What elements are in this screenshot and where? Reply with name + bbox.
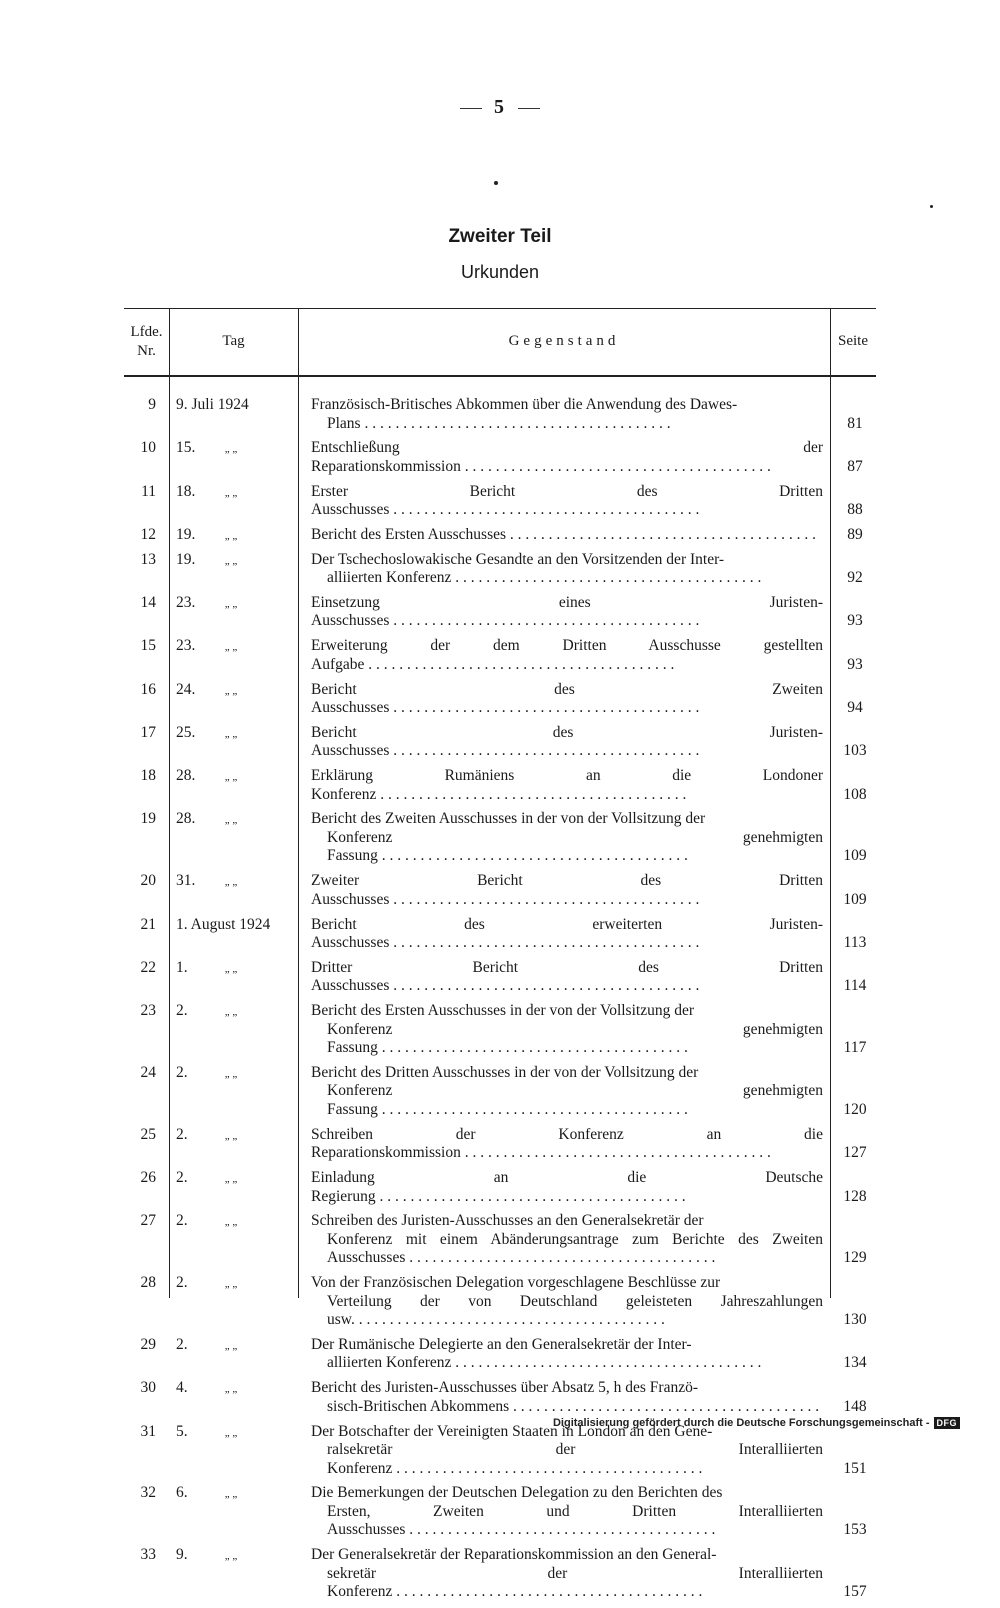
entry-subject-line: Entschließung der Reparationskommission . . . . . . . . . . . . . . . . . . . . . . . . . . . . . . . . . . . . . . . .: [311, 439, 823, 475]
leader-dots: . . . . . . . . . . . . . . . . . . . . . . . . . . . . . . . . . . . . . . . .: [389, 501, 700, 519]
entry-number: 33: [140, 1546, 156, 1564]
entry-subject-line: Der Generalsekretär der Reparationskommission an den General-: [311, 1546, 717, 1564]
entry-subject-line: Einsetzung eines Juristen-Ausschusses . . . . . . . . . . . . . . . . . . . . . . . . . . . . . . . . . . . . . . . .: [311, 593, 823, 630]
entry-page: 81: [847, 414, 863, 432]
table-row: [124, 1169, 876, 1206]
entry-date: [176, 872, 294, 892]
entry-subject-line: Der Botschafter der Vereinigten Staaten in London an den Gene-: [311, 1422, 713, 1440]
table-row: [124, 767, 876, 804]
leader-dots: . . . . . . . . . . . . . . . . . . . . . . . . . . . . . . . . . . . . . . . .: [377, 1039, 688, 1057]
ditto-marks: „ „: [224, 597, 238, 610]
entry-page: 134: [843, 1354, 867, 1372]
leader-dots: . . . . . . . . . . . . . . . . . . . . . . . . . . . . . . . . . . . . . . . .: [377, 847, 688, 865]
entry-subject-line: Bericht des Ersten Ausschusses . . . . . . . . . . . . . . . . . . . . . . . . . . . . . . . . . . . . . . . .: [311, 525, 817, 543]
entry-page: 103: [843, 742, 867, 760]
table-row: [124, 872, 876, 909]
entry-date-value: 25.: [176, 723, 196, 741]
entry-page: 89: [847, 525, 863, 543]
entry-date: [176, 1212, 294, 1232]
entry-page: 92: [847, 569, 863, 587]
entry-subject: [311, 396, 823, 433]
table-row: [124, 1274, 876, 1330]
leader-dots: . . . . . . . . . . . . . . . . . . . . . . . . . . . . . . . . . . . . . . . .: [392, 1583, 703, 1601]
ditto-marks: „ „: [224, 771, 238, 784]
entry-page: 109: [843, 890, 867, 908]
header-number: Lfde. Nr.: [130, 323, 163, 359]
entry-subject: [311, 1336, 823, 1373]
table-row: [124, 1336, 876, 1373]
entry-date: [176, 681, 294, 701]
table-row: [124, 439, 876, 476]
entry-subject-line: Der Rumänische Delegierte an den Generalsekretär der Inter-: [311, 1335, 692, 1353]
table-row: [124, 959, 876, 996]
entry-subject-continuation: ralsekretär der Interalliierten Konferenz . . . . . . . . . . . . . . . . . . . . . . . . . . . . . . . . . . . . . . . .: [327, 1441, 823, 1477]
ditto-marks: „ „: [224, 443, 238, 456]
ditto-marks: „ „: [224, 1339, 238, 1352]
entry-number: 24: [140, 1063, 156, 1081]
ditto-marks: „ „: [224, 1129, 238, 1142]
entry-subject-continuation: sekretär der Interalliierten Konferenz . . . . . . . . . . . . . . . . . . . . . . . . . . . . . . . . . . . . . . . .: [327, 1564, 823, 1601]
ditto-marks: „ „: [224, 1006, 238, 1019]
entry-page: 94: [847, 699, 863, 717]
entry-page: 88: [847, 501, 863, 519]
entry-subject: [311, 916, 823, 953]
entry-subject: [311, 439, 823, 476]
entry-subject-continuation: Ersten, Zweiten und Dritten Interalliierten Ausschusses . . . . . . . . . . . . . . . . . . . . . . . . . . . . . . . . . . . . . . . .: [327, 1502, 823, 1539]
entry-date-value: 2.: [176, 1169, 188, 1187]
entry-number: 30: [140, 1379, 156, 1397]
leader-dots: . . . . . . . . . . . . . . . . . . . . . . . . . . . . . . . . . . . . . . . .: [451, 569, 762, 587]
entry-subject-line: Zweiter Bericht des Dritten Ausschusses . . . . . . . . . . . . . . . . . . . . . . . . . . . . . . . . . . . . . . . .: [311, 872, 823, 908]
entry-number: 13: [140, 550, 156, 568]
header-date: Tag: [222, 333, 245, 349]
entry-subject: [311, 483, 823, 520]
entry-date: [176, 483, 294, 503]
entry-date-value: 28.: [176, 810, 196, 828]
entry-subject-line: Einladung an die Deutsche Regierung . . . . . . . . . . . . . . . . . . . . . . . . . . . . . . . . . . . . . . . .: [311, 1169, 823, 1205]
dash-right: [518, 108, 540, 109]
entry-page: 130: [843, 1311, 867, 1329]
entry-page: 93: [847, 612, 863, 630]
entry-subject: [311, 1274, 823, 1330]
entry-date: [176, 1379, 294, 1399]
entry-date-value: 24.: [176, 680, 196, 698]
ditto-marks: „ „: [224, 1550, 238, 1563]
entry-date: [176, 1169, 294, 1189]
table-row: [124, 916, 876, 953]
entry-number: 32: [140, 1484, 156, 1502]
leader-dots: . . . . . . . . . . . . . . . . . . . . . . . . . . . . . . . . . . . . . . . .: [389, 977, 700, 995]
section-subtitle: Urkunden: [460, 262, 540, 282]
leader-dots: . . . . . . . . . . . . . . . . . . . . . . . . . . . . . . . . . . . . . . . .: [506, 525, 817, 543]
entry-subject-line: Von der Französischen Delegation vorgeschlagene Beschlüsse zur: [311, 1274, 721, 1292]
entry-subject: [311, 594, 823, 631]
entry-number: 22: [140, 958, 156, 976]
entry-number: 17: [140, 723, 156, 741]
entry-page: 114: [843, 977, 867, 995]
table-header-rule: [124, 375, 876, 377]
leader-dots: . . . . . . . . . . . . . . . . . . . . . . . . . . . . . . . . . . . . . . . .: [389, 890, 700, 908]
entry-page: 129: [843, 1249, 867, 1267]
entry-subject-continuation: alliierten Konferenz . . . . . . . . . . . . . . . . . . . . . . . . . . . . . . . . . . . . . . . .: [327, 569, 762, 587]
entry-date: [176, 526, 294, 546]
entry-page: 148: [843, 1397, 867, 1415]
entry-date: [176, 1002, 294, 1022]
table-row: [124, 1379, 876, 1416]
entry-page: 151: [843, 1459, 867, 1477]
leader-dots: . . . . . . . . . . . . . . . . . . . . . . . . . . . . . . . . . . . . . . . .: [360, 414, 671, 432]
entry-subject-line: Bericht des Dritten Ausschusses in der von der Vollsitzung der: [311, 1063, 699, 1081]
ditto-marks: „ „: [224, 814, 238, 827]
ditto-marks: „ „: [224, 1278, 238, 1291]
entry-number: 16: [140, 680, 156, 698]
entry-subject-continuation: Plans . . . . . . . . . . . . . . . . . . . . . . . . . . . . . . . . . . . . . . . .: [327, 414, 671, 432]
leader-dots: . . . . . . . . . . . . . . . . . . . . . . . . . . . . . . . . . . . . . . . .: [451, 1354, 762, 1372]
entry-date: [176, 594, 294, 614]
entry-number: 28: [140, 1274, 156, 1292]
entry-date: [176, 551, 294, 571]
entry-page: 157: [843, 1583, 867, 1601]
entry-page: 128: [843, 1187, 867, 1205]
entry-date-value: 2.: [176, 1335, 188, 1353]
leader-dots: . . . . . . . . . . . . . . . . . . . . . . . . . . . . . . . . . . . . . . . .: [389, 612, 700, 630]
leader-dots: . . . . . . . . . . . . . . . . . . . . . . . . . . . . . . . . . . . . . . . .: [354, 1311, 665, 1329]
entry-subject: [311, 1212, 823, 1268]
leader-dots: . . . . . . . . . . . . . . . . . . . . . . . . . . . . . . . . . . . . . . . .: [389, 934, 700, 952]
entry-number: 23: [140, 1002, 156, 1020]
table-row: [124, 681, 876, 718]
table-row: [124, 526, 876, 545]
leader-dots: . . . . . . . . . . . . . . . . . . . . . . . . . . . . . . . . . . . . . . . .: [405, 1249, 716, 1267]
entry-date-value: 28.: [176, 767, 196, 785]
entry-page: 93: [847, 655, 863, 673]
entry-subject: [311, 724, 823, 761]
entry-number: 26: [140, 1169, 156, 1187]
entry-subject-line: Dritter Bericht des Dritten Ausschusses . . . . . . . . . . . . . . . . . . . . . . . . . . . . . . . . . . . . . . . .: [311, 958, 823, 995]
entry-subject: [311, 872, 823, 909]
ditto-marks: „ „: [224, 962, 238, 975]
entry-number: 25: [140, 1125, 156, 1143]
table-row: [124, 637, 876, 674]
entry-page: 153: [843, 1521, 867, 1539]
leader-dots: . . . . . . . . . . . . . . . . . . . . . . . . . . . . . . . . . . . . . . . .: [389, 699, 700, 717]
entry-subject-line: Bericht des erweiterten Juristen-Ausschusses . . . . . . . . . . . . . . . . . . . . . . . . . . . . . . . . . . . . . . . .: [311, 915, 823, 952]
entry-number: 10: [140, 439, 156, 457]
entry-date: [176, 810, 294, 830]
entry-subject-line: Der Tschechoslowakische Gesandte an den Vorsitzenden der Inter-: [311, 550, 725, 568]
page-number-value: 5: [494, 96, 506, 118]
leader-dots: . . . . . . . . . . . . . . . . . . . . . . . . . . . . . . . . . . . . . . . .: [460, 1144, 771, 1162]
entry-date-value: 23.: [176, 593, 196, 611]
table-row: [124, 551, 876, 588]
table-row: [124, 1484, 876, 1540]
table-row: [124, 1064, 876, 1120]
entry-date-value: 2.: [176, 1274, 188, 1292]
table-row: [124, 1126, 876, 1163]
table-row: [124, 810, 876, 866]
entry-number: 12: [140, 525, 156, 543]
entry-date-value: 5.: [176, 1422, 188, 1440]
entry-date-value: 4.: [176, 1379, 188, 1397]
entry-number: 27: [140, 1212, 156, 1230]
entry-date: [176, 916, 294, 935]
entry-page: 117: [843, 1039, 867, 1057]
entry-subject-line: Schreiben der Konferenz an die Reparationskommission . . . . . . . . . . . . . . . . . . . . . . . . . . . . . . . . . . . . . . . .: [311, 1125, 823, 1162]
leader-dots: . . . . . . . . . . . . . . . . . . . . . . . . . . . . . . . . . . . . . . . .: [375, 1187, 686, 1205]
leader-dots: . . . . . . . . . . . . . . . . . . . . . . . . . . . . . . . . . . . . . . . .: [389, 742, 700, 760]
ditto-marks: „ „: [224, 684, 238, 697]
dash-left: [460, 108, 482, 109]
entry-subject-line: Bericht des Juristen-Ausschusses über Absatz 5, h des Franzö-: [311, 1379, 698, 1397]
entry-date: [176, 1546, 294, 1566]
table-row: [124, 1546, 876, 1602]
ditto-marks: „ „: [224, 1488, 238, 1501]
entry-subject: [311, 810, 823, 866]
entry-page: 127: [843, 1144, 867, 1162]
entry-subject-continuation: Konferenz mit einem Abänderungsantrage zum Berichte des Zweiten Ausschusses . . . . . . . . . . . . . . . . . . . . . . . . . . . . . . . . . . . . . . . .: [327, 1230, 823, 1267]
ditto-marks: „ „: [224, 486, 238, 499]
entry-page: 108: [843, 785, 867, 803]
entry-subject-continuation: alliierten Konferenz . . . . . . . . . . . . . . . . . . . . . . . . . . . . . . . . . . . . . . . .: [327, 1354, 762, 1372]
leader-dots: . . . . . . . . . . . . . . . . . . . . . . . . . . . . . . . . . . . . . . . .: [392, 1459, 703, 1477]
entry-subject-continuation: Verteilung der von Deutschland geleisteten Jahreszahlungen usw. . . . . . . . . . . . . . . . . . . . . . . . . . . . . . . . . . . . . . . . .: [327, 1292, 823, 1329]
ditto-marks: „ „: [224, 1067, 238, 1080]
entry-date-value: 9.: [176, 1546, 188, 1564]
entry-date: [176, 439, 294, 459]
ditto-marks: „ „: [224, 876, 238, 889]
entry-subject: [311, 1546, 823, 1602]
entry-number: 29: [140, 1335, 156, 1353]
entry-subject-line: Erster Bericht des Dritten Ausschusses . . . . . . . . . . . . . . . . . . . . . . . . . . . . . . . . . . . . . . . .: [311, 482, 823, 519]
ditto-marks: „ „: [224, 1383, 238, 1396]
ditto-marks: „ „: [224, 1173, 238, 1186]
entry-date: [176, 637, 294, 657]
leader-dots: . . . . . . . . . . . . . . . . . . . . . . . . . . . . . . . . . . . . . . . .: [364, 655, 675, 673]
entry-subject-continuation: Konferenz genehmigten Fassung . . . . . . . . . . . . . . . . . . . . . . . . . . . . . . . . . . . . . . . .: [327, 828, 823, 865]
entry-date-value: 18.: [176, 482, 196, 500]
footer-credit: [553, 1417, 960, 1429]
entry-date: [176, 396, 294, 415]
entry-subject-line: Bericht des Ersten Ausschusses in der von der Vollsitzung der: [311, 1002, 694, 1020]
entry-date: [176, 1423, 294, 1443]
entry-subject: [311, 637, 823, 674]
leader-dots: . . . . . . . . . . . . . . . . . . . . . . . . . . . . . . . . . . . . . . . .: [405, 1521, 716, 1539]
entry-date: [176, 1484, 294, 1504]
entry-date: [176, 767, 294, 787]
ditto-marks: „ „: [224, 641, 238, 654]
leader-dots: . . . . . . . . . . . . . . . . . . . . . . . . . . . . . . . . . . . . . . . .: [509, 1397, 820, 1415]
entry-subject: [311, 1169, 823, 1206]
entry-subject-line: Die Bemerkungen der Deutschen Delegation zu den Berichten des: [311, 1484, 723, 1502]
entry-date-value: 2.: [176, 1125, 188, 1143]
table-row: [124, 483, 876, 520]
ditto-marks: „ „: [224, 1216, 238, 1229]
leader-dots: . . . . . . . . . . . . . . . . . . . . . . . . . . . . . . . . . . . . . . . .: [377, 1100, 688, 1118]
entry-date-value: 19.: [176, 550, 196, 568]
entry-date: [176, 1126, 294, 1146]
entry-subject: [311, 1484, 823, 1540]
entry-subject-line: Bericht des Zweiten Ausschusses . . . . . . . . . . . . . . . . . . . . . . . . . . . . . . . . . . . . . . . .: [311, 680, 823, 717]
entry-subject: [311, 1126, 823, 1163]
ditto-marks: „ „: [224, 1426, 238, 1439]
entry-subject: [311, 681, 823, 718]
entry-date-value: 9. Juli 1924: [176, 396, 249, 413]
entry-date-value: 23.: [176, 637, 196, 655]
entry-date-value: 1. August 1924: [176, 915, 271, 933]
entry-date-value: 31.: [176, 872, 196, 890]
entry-date-value: 6.: [176, 1484, 188, 1502]
entry-subject-line: Erklärung Rumäniens an die Londoner Konferenz . . . . . . . . . . . . . . . . . . . . . . . . . . . . . . . . . . . . . . . .: [311, 767, 823, 803]
entry-number: 14: [140, 593, 156, 611]
entry-number: 21: [140, 915, 156, 933]
entry-date-value: 15.: [176, 439, 196, 457]
table-row: [124, 1423, 876, 1479]
entry-number: 9: [148, 396, 156, 413]
entry-subject-line: Bericht des Zweiten Ausschusses in der von der Vollsitzung der: [311, 810, 706, 828]
entry-subject-continuation: sisch-Britischen Abkommens . . . . . . . . . . . . . . . . . . . . . . . . . . . . . . . . . . . . . . . .: [327, 1397, 820, 1415]
ditto-marks: „ „: [224, 529, 238, 542]
ditto-marks: „ „: [224, 727, 238, 740]
entry-date-value: 2.: [176, 1002, 188, 1020]
entry-subject: [311, 767, 823, 804]
entry-subject-line: Schreiben des Juristen-Ausschusses an den Generalsekretär der: [311, 1212, 704, 1230]
leader-dots: . . . . . . . . . . . . . . . . . . . . . . . . . . . . . . . . . . . . . . . .: [460, 457, 771, 475]
entry-page: 109: [843, 847, 867, 865]
entry-subject: [311, 1379, 823, 1416]
entry-number: 31: [140, 1422, 156, 1440]
entry-subject-continuation: Konferenz genehmigten Fassung . . . . . . . . . . . . . . . . . . . . . . . . . . . . . . . . . . . . . . . .: [327, 1020, 823, 1057]
page-number: [0, 96, 1000, 119]
ditto-marks: „ „: [224, 554, 238, 567]
section-title: Zweiter Teil: [448, 226, 552, 247]
entry-date-value: 1.: [176, 958, 188, 976]
table-row: [124, 594, 876, 631]
entry-date: [176, 1336, 294, 1356]
print-speck: [494, 181, 498, 185]
entry-subject-continuation: Konferenz genehmigten Fassung . . . . . . . . . . . . . . . . . . . . . . . . . . . . . . . . . . . . . . . .: [327, 1082, 823, 1118]
entry-subject: [311, 1423, 823, 1479]
entry-date: [176, 1064, 294, 1084]
entry-subject-line: Bericht des Juristen-Ausschusses . . . . . . . . . . . . . . . . . . . . . . . . . . . . . . . . . . . . . . . .: [311, 723, 823, 760]
entry-number: 11: [141, 482, 156, 500]
entry-number: 15: [140, 637, 156, 655]
table-row: [124, 1212, 876, 1268]
entry-date-value: 2.: [176, 1063, 188, 1081]
header-subject: Gegenstand: [508, 333, 620, 349]
entry-page: 120: [843, 1100, 867, 1118]
table-row: [124, 396, 876, 433]
entry-number: 20: [140, 872, 156, 890]
entry-date-value: 19.: [176, 525, 196, 543]
entry-number: 18: [140, 767, 156, 785]
entry-subject: [311, 1002, 823, 1058]
header-page: Seite: [838, 333, 868, 349]
entry-date: [176, 959, 294, 979]
entry-subject-line: Erweiterung der dem Dritten Ausschusse gestellten Aufgabe . . . . . . . . . . . . . . . . . . . . . . . . . . . . . . . . . . . . . . . .: [311, 637, 823, 673]
entry-date: [176, 1274, 294, 1294]
entry-date: [176, 724, 294, 744]
table-row: [124, 724, 876, 761]
print-speck: [930, 205, 933, 208]
entry-subject: [311, 1064, 823, 1120]
leader-dots: . . . . . . . . . . . . . . . . . . . . . . . . . . . . . . . . . . . . . . . .: [376, 785, 687, 803]
entry-page: 87: [847, 457, 863, 475]
entry-date-value: 2.: [176, 1212, 188, 1230]
entry-subject-line: Französisch-Britisches Abkommen über die Anwendung des Dawes-: [311, 396, 738, 413]
entry-subject: [311, 551, 823, 588]
table-row: [124, 1002, 876, 1058]
dfg-logo: DFG: [934, 1417, 961, 1429]
entry-subject: [311, 959, 823, 996]
footer-credit-text: Digitalisierung gefördert durch die Deutsche Forschungsgemeinschaft -: [552, 1417, 930, 1429]
entry-number: 19: [140, 810, 156, 828]
entry-subject: [311, 526, 823, 545]
entry-page: 113: [843, 934, 867, 952]
